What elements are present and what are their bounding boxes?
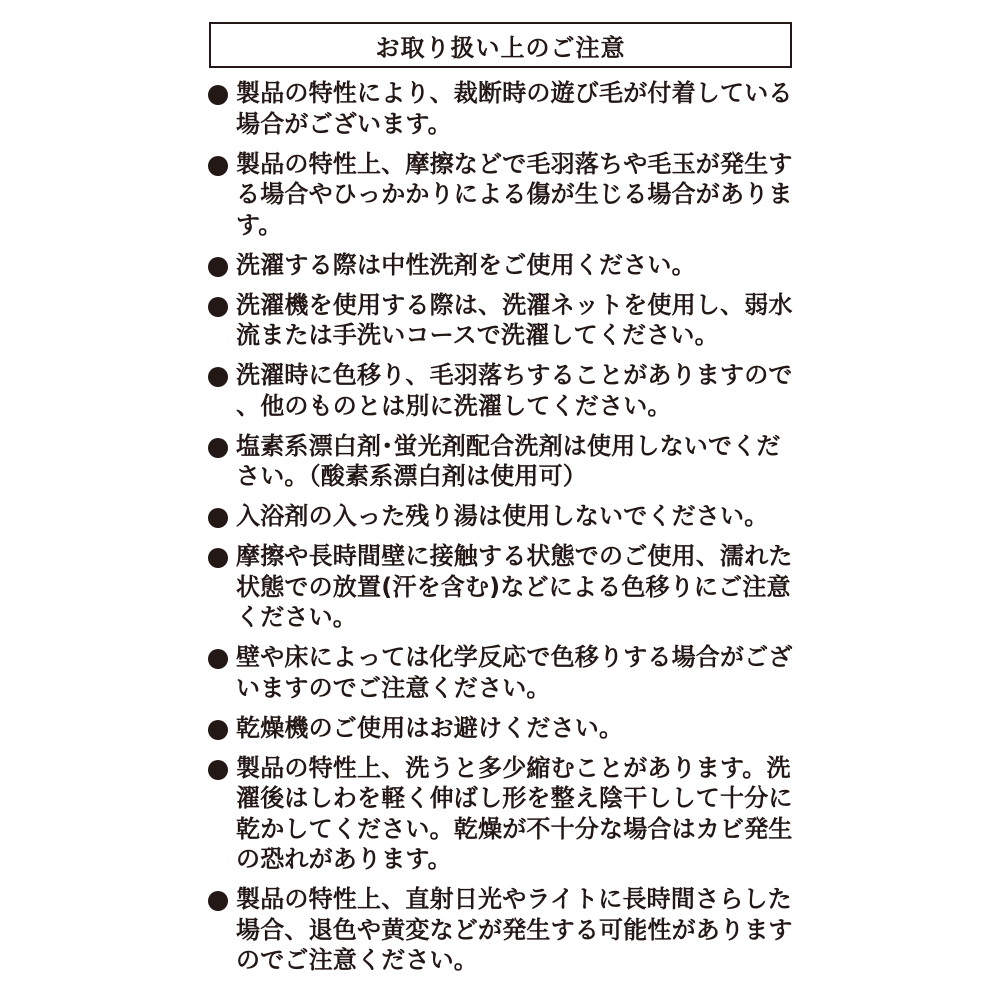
notice-title: お取り扱い上のご注意 xyxy=(209,22,792,68)
notice-item-text: 洗濯時に色移り、毛羽落ちすることがありますので、他のものとは別に洗濯してください。 xyxy=(236,361,793,420)
notice-list xyxy=(208,78,793,976)
bullet-dot-icon xyxy=(208,156,228,176)
notice-item-text: 洗濯機を使用する際は、洗濯ネットを使用し、弱水流または手洗いコースで洗濯してください。 xyxy=(236,290,793,349)
bullet-dot-icon xyxy=(208,257,228,277)
notice-item-text: 製品の特性上、摩擦などで毛羽落ちや毛玉が発生する場合やひっかかりによる傷が生じる場合があります。 xyxy=(236,149,793,239)
notice-item xyxy=(208,431,793,492)
notice-item-text: 塩素系漂白剤･蛍光剤配合洗剤は使用しないでください。（酸素系漂白剤は使用可） xyxy=(236,431,781,490)
notice-item-text: 乾燥機のご使用はお避けください。 xyxy=(236,713,624,742)
notice-item xyxy=(208,149,793,241)
notice-item xyxy=(208,642,793,703)
notice-item xyxy=(208,501,793,532)
notice-item xyxy=(208,290,793,351)
bullet-dot-icon xyxy=(208,438,228,458)
bullet-dot-icon xyxy=(208,85,228,105)
notice-item-text: 入浴剤の入った残り湯は使用しないでください。 xyxy=(236,502,769,530)
notice-item-text: 製品の特性により、裁断時の遊び毛が付着している場合がございます。 xyxy=(236,79,793,138)
notice-item xyxy=(208,884,793,976)
notice-item xyxy=(208,713,793,744)
bullet-dot-icon xyxy=(208,508,228,528)
bullet-dot-icon xyxy=(208,891,228,911)
bullet-dot-icon xyxy=(208,760,228,780)
notice-item-text: 壁や床によっては化学反応で色移りする場合がございますのでご注意ください。 xyxy=(236,643,793,702)
notice-item xyxy=(208,360,793,421)
notice-item xyxy=(208,250,793,281)
notice-item-text: 製品の特性上、洗うと多少縮むことがあります。洗濯後はしわを軽く伸ばし形を整え陰干しして十分に乾かしてください。乾燥が不十分な場合はカビ発生の恐れがあります。 xyxy=(236,753,793,873)
care-notice xyxy=(208,22,793,985)
notice-item-text: 摩擦や長時間壁に接触する状態でのご使用、濡れた状態での放置(汗を含む)などによる色移りにご注意ください。 xyxy=(236,542,793,631)
notice-item-text: 製品の特性上、直射日光やライトに長時間さらした場合、退色や黄変などが発生する可能性がありますのでご注意ください。 xyxy=(236,885,793,974)
bullet-dot-icon xyxy=(208,297,228,317)
notice-item xyxy=(208,753,793,875)
bullet-dot-icon xyxy=(208,649,228,669)
bullet-dot-icon xyxy=(208,548,228,568)
bullet-dot-icon xyxy=(208,367,228,387)
notice-item-text: 洗濯する際は中性洗剤をご使用ください。 xyxy=(236,250,696,279)
bullet-dot-icon xyxy=(208,720,228,740)
notice-item xyxy=(208,541,793,633)
notice-item xyxy=(208,78,793,139)
